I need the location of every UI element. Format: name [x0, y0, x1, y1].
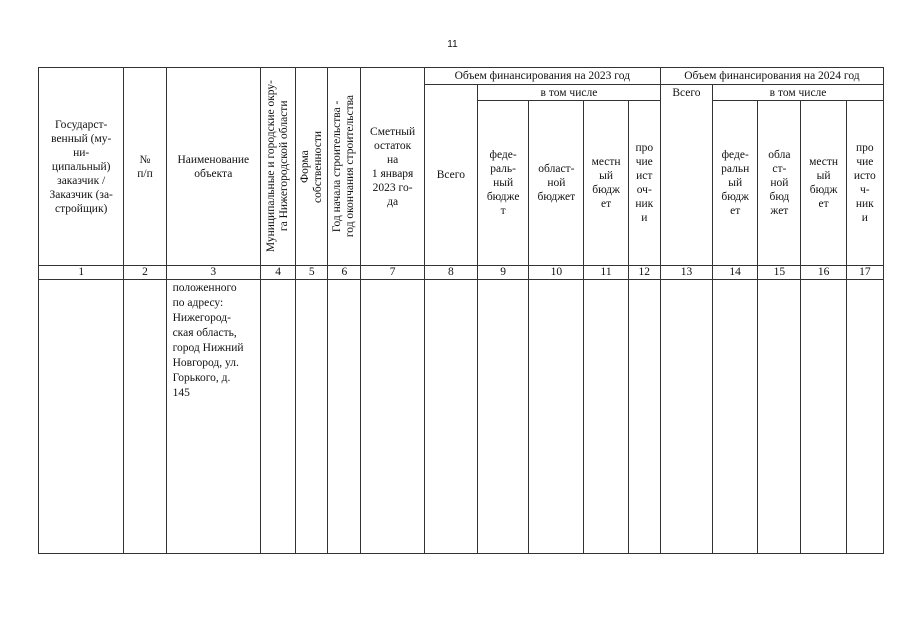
column-number: 8 [424, 266, 477, 280]
header-local-2023: местн ый бюдж ет [584, 101, 628, 266]
municipal-district-text: Муниципальные и городские окру- га Нижегородской области [265, 80, 291, 253]
column-number: 11 [584, 266, 628, 280]
column-number: 5 [296, 266, 328, 280]
header-other-2023: про чие ист оч- ник и [628, 101, 660, 266]
header-financing-2023: Объем финансирования на 2023 год [424, 68, 660, 85]
column-number: 3 [166, 266, 260, 280]
cell-federal-2023 [478, 280, 529, 554]
cell-total-2024 [660, 280, 712, 554]
column-number: 2 [124, 266, 166, 280]
header-ownership [296, 68, 328, 266]
header-municipal-district [261, 68, 296, 266]
column-number: 10 [529, 266, 584, 280]
cell-regional-2024 [758, 280, 801, 554]
cell-row-number [124, 280, 166, 554]
financing-table [38, 67, 884, 554]
header-total-2023: Всего [424, 85, 477, 266]
cell-total-2023 [424, 280, 477, 554]
column-number: 16 [801, 266, 846, 280]
cell-local-2023 [584, 280, 628, 554]
header-customer: Государст- венный (му- ни- ципальный) заказчик / Заказчик (за- стройщик) [39, 68, 124, 266]
column-number: 14 [713, 266, 758, 280]
column-number: 12 [628, 266, 660, 280]
ownership-text: Форма собственности [298, 130, 324, 203]
column-number: 17 [846, 266, 883, 280]
header-local-2024: местн ый бюдж ет [801, 101, 846, 266]
cell-object-name: положенного по адресу: Нижегород- ская область, город Нижний Новгород, ул. Горького, д. 145 [166, 280, 260, 554]
column-number-row [39, 266, 884, 280]
header-federal-2024: феде- ральн ый бюдж ет [713, 101, 758, 266]
header-row-number: № п/п [124, 68, 166, 266]
cell-ownership [296, 280, 328, 554]
cell-municipal-district [261, 280, 296, 554]
header-including-2023: в том числе [478, 85, 661, 101]
cell-other-2023 [628, 280, 660, 554]
column-number: 9 [478, 266, 529, 280]
page-number: 11 [447, 39, 458, 50]
header-regional-2024: обла ст- ной бюд жет [758, 101, 801, 266]
cell-estimated-balance [361, 280, 424, 554]
header-including-2024: в том числе [713, 85, 884, 101]
construction-years-text: Год начала строительства - год окончания строительства [331, 95, 357, 238]
column-number: 13 [660, 266, 712, 280]
cell-regional-2023 [529, 280, 584, 554]
header-construction-years [328, 68, 361, 266]
column-number: 6 [328, 266, 361, 280]
header-federal-2023: феде- раль- ный бюдже т [478, 101, 529, 266]
header-financing-2024: Объем финансирования на 2024 год [660, 68, 883, 85]
column-number: 1 [39, 266, 124, 280]
column-number: 7 [361, 266, 424, 280]
column-number: 15 [758, 266, 801, 280]
header-regional-2023: област- ной бюджет [529, 101, 584, 266]
cell-customer [39, 280, 124, 554]
column-number: 4 [261, 266, 296, 280]
table-row [39, 280, 884, 554]
cell-other-2024 [846, 280, 883, 554]
header-object-name: Наименование объекта [166, 68, 260, 266]
header-estimated-balance: Сметный остаток на 1 января 2023 го- да [361, 68, 424, 266]
cell-federal-2024 [713, 280, 758, 554]
header-total-2024: Всего [660, 85, 712, 266]
cell-construction-years [328, 280, 361, 554]
header-other-2024: про чие исто ч- ник и [846, 101, 883, 266]
cell-local-2024 [801, 280, 846, 554]
